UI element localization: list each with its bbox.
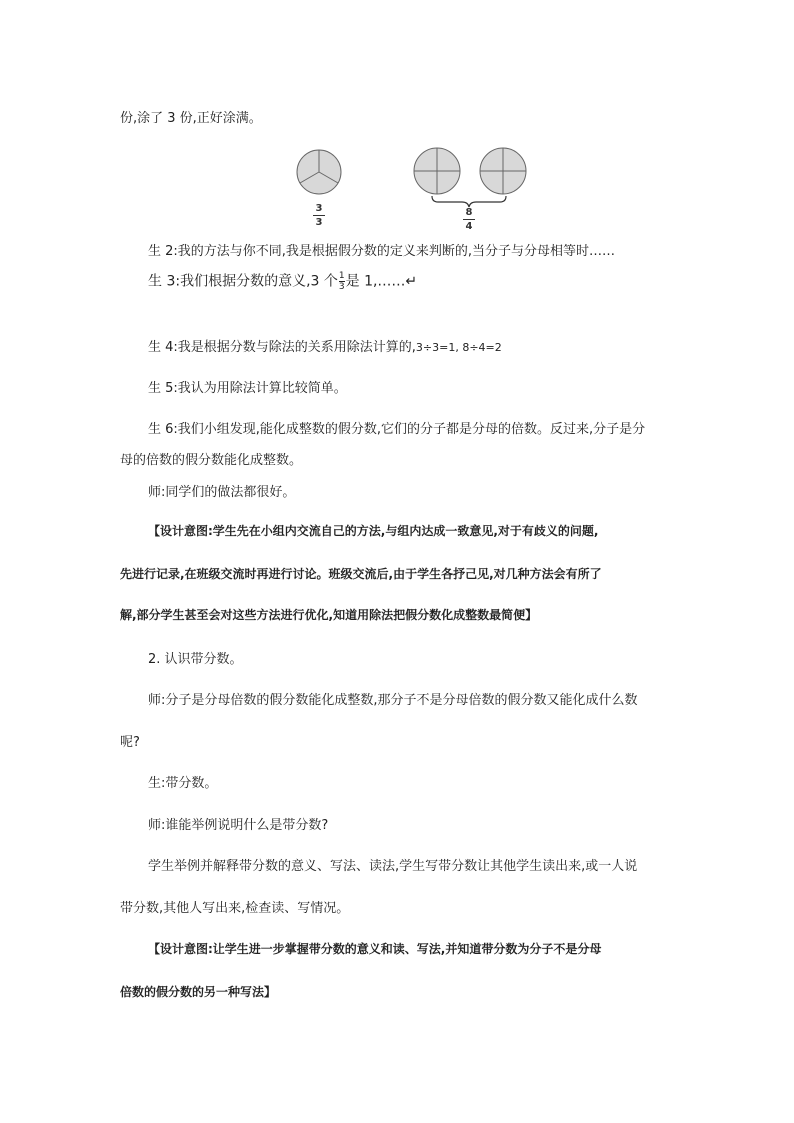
design-intent-2-line-1: 【设计意图:让学生进一步掌握带分数的意义和读、写法,并知道带分数为分子不是分母 [148, 942, 602, 956]
design-intent-1-line-2: 先进行记录,在班级交流时再进行讨论。班级交流后,由于学生各抒己见,对几种方法会有所了 [120, 567, 602, 581]
figure-label-right: 8 4 [463, 207, 475, 232]
teacher-line-1: 师:同学们的做法都很好。 [148, 485, 296, 500]
circle-quarters-2 [480, 148, 526, 194]
circle-thirds [297, 150, 341, 194]
student-answer: 生:带分数。 [148, 776, 218, 791]
design-intent-1-line-3: 解,部分学生甚至会对这些方法进行优化,知道用除法把假分数化成整数最简便】 [120, 608, 538, 622]
design-intent-2-line-2: 倍数的假分数的另一种写法】 [120, 985, 277, 999]
teacher-line-2b: 呢? [120, 735, 140, 750]
figure-label-left: 3 3 [313, 203, 325, 228]
clipped-line: 生 2:我的方法与你不同,我是根据假分数的定义来判断的,当分子与分母相等时…… [148, 244, 616, 259]
fraction-figure [0, 140, 794, 250]
student4-line: 生 4:我是根据分数与除法的关系用除法计算的,3÷3=1, 8÷4=2 [148, 340, 502, 355]
student6-line-1: 生 6:我们小组发现,能化成整数的假分数,它们的分子都是分母的倍数。反过来,分子是分 [148, 422, 646, 437]
design-intent-1-line-1: 【设计意图:学生先在小组内交流自己的方法,与组内达成一致意见,对于有歧义的问题, [148, 524, 599, 538]
brace [432, 196, 506, 207]
paragraph-line: 份,涂了 3 份,正好涂满。 [120, 111, 262, 126]
student3-line: 生 3:我们根据分数的意义,3 个 $\frac{1}{3}$ 是 1,……↵ [148, 271, 418, 292]
paragraph-1b: 带分数,其他人写出来,检查读、写情况。 [120, 901, 350, 916]
teacher-line-3: 师:谁能举例说明什么是带分数? [148, 818, 329, 833]
student6-line-2: 母的倍数的假分数能化成整数。 [120, 453, 303, 468]
teacher-line-2a: 师:分子是分母倍数的假分数能化成整数,那分子不是分母倍数的假分数又能化成什么数 [148, 693, 638, 708]
paragraph-1a: 学生举例并解释带分数的意义、写法、读法,学生写带分数让其他学生读出来,或一人说 [148, 859, 638, 874]
circle-quarters-1 [414, 148, 460, 194]
section-heading: 2. 认识带分数。 [148, 652, 243, 667]
student5-line: 生 5:我认为用除法计算比较简单。 [148, 381, 347, 396]
inline-fraction: $\frac{1}{3}$ [338, 271, 345, 292]
